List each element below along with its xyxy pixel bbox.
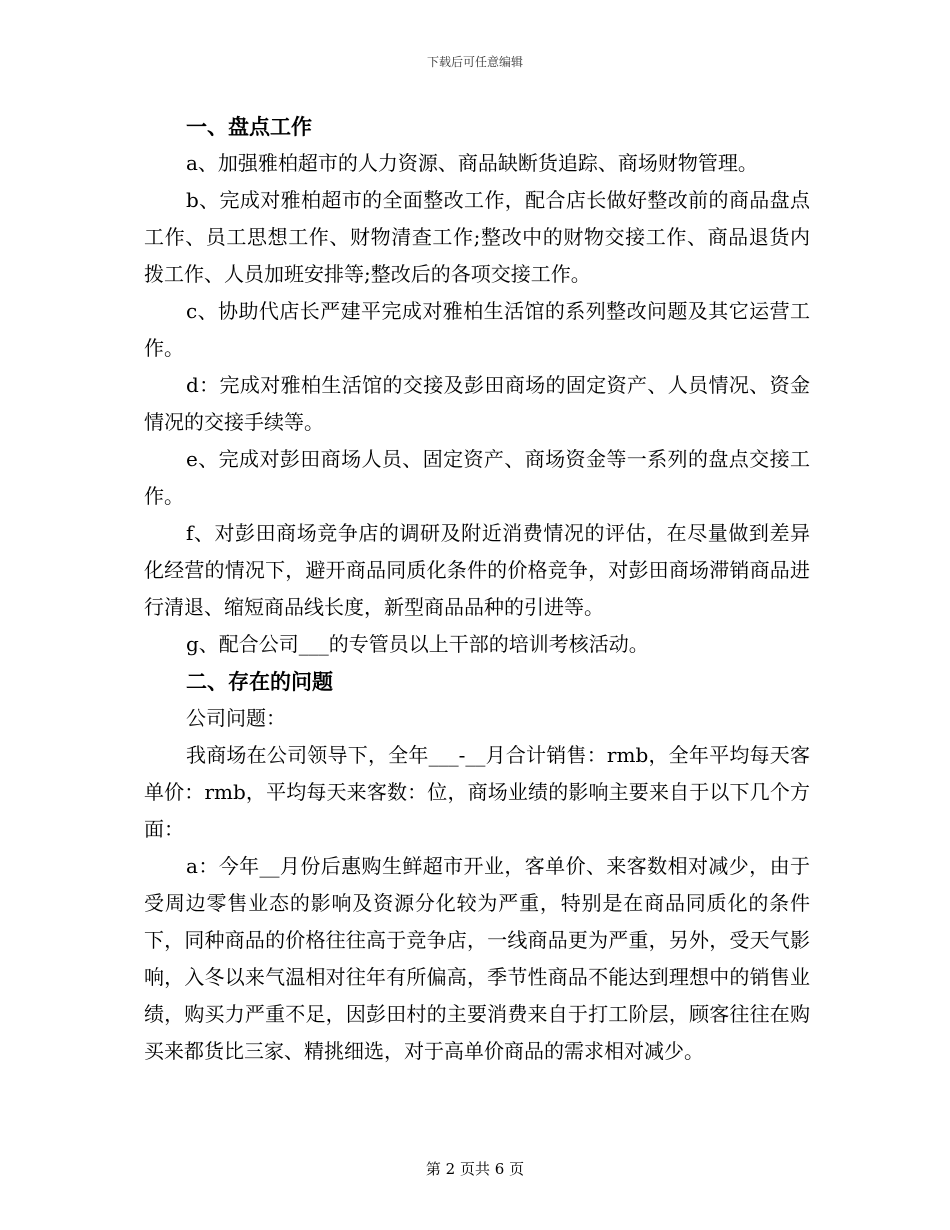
paragraph-item: b、完成对雅柏超市的全面整改工作，配合店长做好整改前的商品盘点工作、员工思想工作、财物清查工作;整改中的财物交接工作、商品退货内拨工作、人员加班安排等;整改后的各项交接工作。: [144, 188, 810, 286]
paragraph-item: g、配合公司___的专管员以上干部的培训考核活动。: [186, 632, 649, 656]
paragraph-item: d：完成对雅柏生活馆的交接及彭田商场的固定资产、人员情况、资金情况的交接手续等。: [144, 373, 810, 434]
paragraph-item: f、对彭田商场竞争店的调研及附近消费情况的评估，在尽量做到差异化经营的情况下，避开商品同质化条件的价格竞争，对彭田商场滞销商品进行清退、缩短商品线长度，新型商品品种的引进等。: [144, 521, 810, 619]
paragraph-item: 我商场在公司领导下，全年___-__月合计销售：rmb，全年平均每天客单价：rmb，平均每天来客数：位，商场业绩的影响主要来自于以下几个方面：: [144, 743, 810, 841]
section-heading-inventory: 一、盘点工作: [186, 114, 312, 139]
paragraph-item: a：今年__月份后惠购生鲜超市开业，客单价、来客数相对减少，由于受周边零售业态的影响及资源分化较为严重，特别是在商品同质化的条件下，同种商品的价格往往高于竞争店，一线商品更为严重，另外，受天气影响，入冬以来气温相对往年有所偏高，季节性商品不能达到理想中的销售业绩，购买力严重不足，因彭田村的主要消费来自于打工阶层，顾客往往在购买来都货比三家、精挑细选，对于高单价商品的需求相对减少。: [144, 854, 810, 1063]
paragraph-item: a、加强雅柏超市的人力资源、商品缺断货追踪、商场财物管理。: [186, 151, 758, 175]
page-header: 下载后可任意编辑: [426, 55, 523, 69]
page-footer: 第 2 页共 6 页: [425, 1160, 525, 1178]
paragraph-item: e、完成对彭田商场人员、固定资产、商场资金等一系列的盘点交接工作。: [144, 447, 810, 508]
subheading-company-problems: 公司问题：: [186, 706, 286, 730]
paragraph-item: c、协助代店长严建平完成对雅柏生活馆的系列整改问题及其它运营工作。: [144, 299, 810, 360]
section-heading-problems: 二、存在的问题: [186, 669, 333, 694]
document-body: [144, 108, 810, 1070]
